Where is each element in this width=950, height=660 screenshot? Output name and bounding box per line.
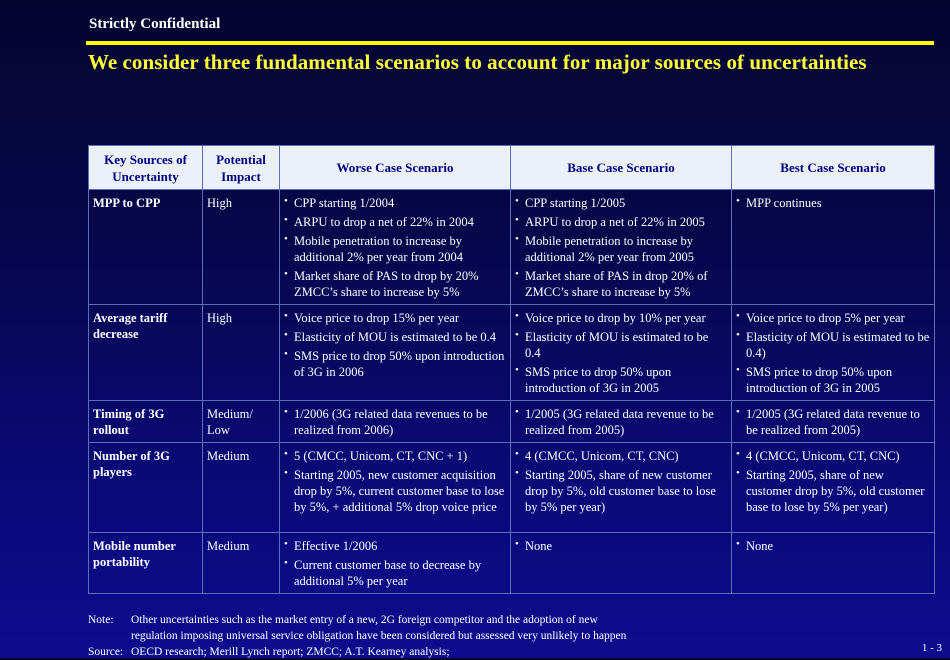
bullet-icon: • (515, 329, 519, 341)
list-item (284, 348, 506, 380)
bullet-list (284, 310, 506, 380)
note-label: Note: (88, 614, 114, 626)
bullet-text: ARPU to drop a net of 22% in 2004 (294, 215, 474, 229)
bullet-icon: • (515, 268, 519, 280)
list-item (284, 557, 506, 589)
bullet-icon: • (515, 467, 519, 479)
list-item (284, 214, 506, 230)
footnotes (88, 612, 626, 660)
worse-case-cell (280, 443, 511, 533)
bullet-list (515, 448, 727, 515)
uncertainty-source-cell: Number of 3G players (89, 443, 203, 533)
bullet-text: Starting 2005, new customer acquisition drop by 5%, current customer base to lose by 5%, + additional 5% drop voice price (294, 468, 505, 514)
base-case-cell (511, 443, 732, 533)
bullet-icon: • (284, 348, 288, 360)
bullet-text: SMS price to drop 50% upon introduction of 3G in 2006 (294, 349, 505, 379)
bullet-list (515, 310, 727, 396)
list-item (515, 268, 727, 300)
list-item (736, 538, 930, 554)
bullet-icon: • (284, 233, 288, 245)
bullet-list (515, 195, 727, 300)
base-case-cell (511, 401, 732, 443)
table-row (89, 190, 935, 305)
bullet-icon: • (736, 329, 740, 341)
bullet-icon: • (515, 195, 519, 207)
bullet-icon: • (515, 406, 519, 418)
note-label-spacer (88, 628, 131, 644)
uncertainty-source-cell: Timing of 3G rollout (89, 401, 203, 443)
bullet-icon: • (736, 406, 740, 418)
bullet-text: 1/2005 (3G related data revenue to be realized from 2005) (525, 407, 714, 437)
bullet-text: Voice price to drop 15% per year (294, 311, 459, 325)
bullet-icon: • (736, 310, 740, 322)
list-item (515, 233, 727, 265)
bullet-text: MPP continues (746, 196, 822, 210)
list-item (515, 310, 727, 326)
bullet-icon: • (736, 448, 740, 460)
worse-case-cell (280, 190, 511, 305)
bullet-text: Voice price to drop by 10% per year (525, 311, 706, 325)
impact-cell: Medium (203, 443, 280, 533)
list-item (736, 364, 930, 396)
bullet-text: 5 (CMCC, Unicom, CT, CNC + 1) (294, 449, 468, 463)
bullet-icon: • (736, 364, 740, 376)
bullet-text: 4 (CMCC, Unicom, CT, CNC) (525, 449, 679, 463)
note-row (88, 612, 626, 628)
column-header: Key Sources of Uncertainty (89, 146, 203, 190)
table-row (89, 533, 935, 594)
list-item (515, 329, 727, 361)
bullet-text: Elasticity of MOU is estimated to be 0.4) (746, 330, 930, 360)
bullet-icon: • (284, 310, 288, 322)
bullet-icon: • (284, 268, 288, 280)
list-item (284, 448, 506, 464)
bullet-list (284, 195, 506, 300)
column-header: Base Case Scenario (511, 146, 732, 190)
bullet-text: Voice price to drop 5% per year (746, 311, 905, 325)
bullet-icon: • (284, 329, 288, 341)
note-text: Other uncertainties such as the market entry of a new, 2G foreign competitor and the adoption of new (131, 614, 598, 626)
bullet-icon: • (736, 467, 740, 479)
table-row (89, 401, 935, 443)
note-text: regulation imposing universal service obligation have been considered but assessed very unlikely to happen (131, 630, 627, 642)
bullet-text: Elasticity of MOU is estimated to be 0.4 (525, 330, 709, 360)
bullet-text: 1/2006 (3G related data revenues to be realized from 2006) (294, 407, 488, 437)
bullet-icon: • (515, 214, 519, 226)
bullet-list (284, 406, 506, 438)
bullet-icon: • (515, 233, 519, 245)
bullet-text: 1/2005 (3G related data revenue to be realized from 2005) (746, 407, 920, 437)
base-case-cell (511, 533, 732, 594)
table-body (89, 190, 935, 594)
bullet-text: CPP starting 1/2004 (294, 196, 395, 210)
list-item (515, 214, 727, 230)
source-text: OECD research; Merill Lynch report; ZMCC; A.T. Kearney analysis; (131, 646, 450, 658)
bullet-text: 4 (CMCC, Unicom, CT, CNC) (746, 449, 900, 463)
bullet-list (284, 538, 506, 589)
bullet-icon: • (284, 406, 288, 418)
bullet-text: Current customer base to decrease by additional 5% per year (294, 558, 482, 588)
bullet-text: Effective 1/2006 (294, 539, 378, 553)
bullet-text: Starting 2005, share of new customer drop by 5%, old customer base to lose by 5% per year) (525, 468, 716, 514)
best-case-cell (732, 305, 935, 401)
column-header: Potential Impact (203, 146, 280, 190)
bullet-icon: • (515, 364, 519, 376)
impact-cell: High (203, 305, 280, 401)
list-item (515, 195, 727, 211)
list-item (515, 448, 727, 464)
bullet-text: Elasticity of MOU is estimated to be 0.4 (294, 330, 497, 344)
source-label: Source: (88, 646, 124, 658)
best-case-cell (732, 190, 935, 305)
uncertainty-source-cell: Average tariff decrease (89, 305, 203, 401)
bullet-text: SMS price to drop 50% upon introduction of 3G in 2005 (525, 365, 672, 395)
list-item (736, 467, 930, 515)
bullet-list (736, 310, 930, 396)
list-item (284, 467, 506, 515)
bullet-icon: • (284, 538, 288, 550)
base-case-cell (511, 305, 732, 401)
bullet-text: Market share of PAS in drop 20% of ZMCC’s share to increase by 5% (525, 269, 708, 299)
bullet-text: CPP starting 1/2005 (525, 196, 626, 210)
column-header: Best Case Scenario (732, 146, 935, 190)
base-case-cell (511, 190, 732, 305)
bullet-list (736, 538, 930, 554)
bullet-icon: • (284, 195, 288, 207)
bullet-text: Mobile penetration to increase by additional 2% per year from 2004 (294, 234, 464, 264)
bullet-text: Mobile penetration to increase by additional 2% per year from 2005 (525, 234, 695, 264)
bullet-list (515, 538, 727, 554)
list-item (736, 310, 930, 326)
bullet-icon: • (736, 538, 740, 550)
list-item (515, 406, 727, 438)
bullet-icon: • (284, 557, 288, 569)
list-item (284, 329, 506, 345)
bullet-icon: • (515, 448, 519, 460)
list-item (284, 268, 506, 300)
bullet-icon: • (284, 214, 288, 226)
list-item (515, 467, 727, 515)
best-case-cell (732, 443, 935, 533)
list-item (736, 329, 930, 361)
list-item (736, 406, 930, 438)
bullet-list (736, 448, 930, 515)
list-item (736, 448, 930, 464)
page-number: 1 - 3 (921, 642, 942, 654)
worse-case-cell (280, 305, 511, 401)
list-item (284, 195, 506, 211)
bullet-text: Market share of PAS to drop by 20% ZMCC’s share to increase by 5% (294, 269, 479, 299)
confidential-label: Strictly Confidential (89, 16, 221, 32)
title-divider (86, 41, 934, 45)
uncertainty-source-cell: MPP to CPP (89, 190, 203, 305)
bullet-list (736, 195, 930, 211)
scenario-table (88, 145, 935, 594)
table-row (89, 443, 935, 533)
bullet-list (515, 406, 727, 438)
table-row (89, 305, 935, 401)
worse-case-cell (280, 533, 511, 594)
uncertainty-source-cell: Mobile number portability (89, 533, 203, 594)
best-case-cell (732, 533, 935, 594)
best-case-cell (732, 401, 935, 443)
bullet-icon: • (736, 195, 740, 207)
bullet-text: ARPU to drop a net of 22% in 2005 (525, 215, 705, 229)
bullet-icon: • (284, 448, 288, 460)
impact-cell: High (203, 190, 280, 305)
bullet-icon: • (515, 310, 519, 322)
bullet-text: Starting 2005, share of new customer drop by 5%, old customer base to lose by 5% per year) (746, 468, 925, 514)
bullet-list (736, 406, 930, 438)
list-item (284, 406, 506, 438)
list-item (736, 195, 930, 211)
list-item (515, 538, 727, 554)
impact-cell: Medium (203, 533, 280, 594)
bullet-list (284, 448, 506, 515)
page-title: We consider three fundamental scenarios to account for major sources of uncertainties (88, 50, 867, 74)
list-item (515, 364, 727, 396)
bullet-icon: • (284, 467, 288, 479)
table-header-row (89, 146, 935, 190)
list-item (284, 538, 506, 554)
impact-cell: Medium/ Low (203, 401, 280, 443)
note-row (88, 628, 626, 644)
bullet-text: None (525, 539, 553, 553)
column-header: Worse Case Scenario (280, 146, 511, 190)
bullet-icon: • (515, 538, 519, 550)
worse-case-cell (280, 401, 511, 443)
bullet-text: SMS price to drop 50% upon introduction of 3G in 2005 (746, 365, 893, 395)
list-item (284, 310, 506, 326)
bullet-text: None (746, 539, 774, 553)
list-item (284, 233, 506, 265)
